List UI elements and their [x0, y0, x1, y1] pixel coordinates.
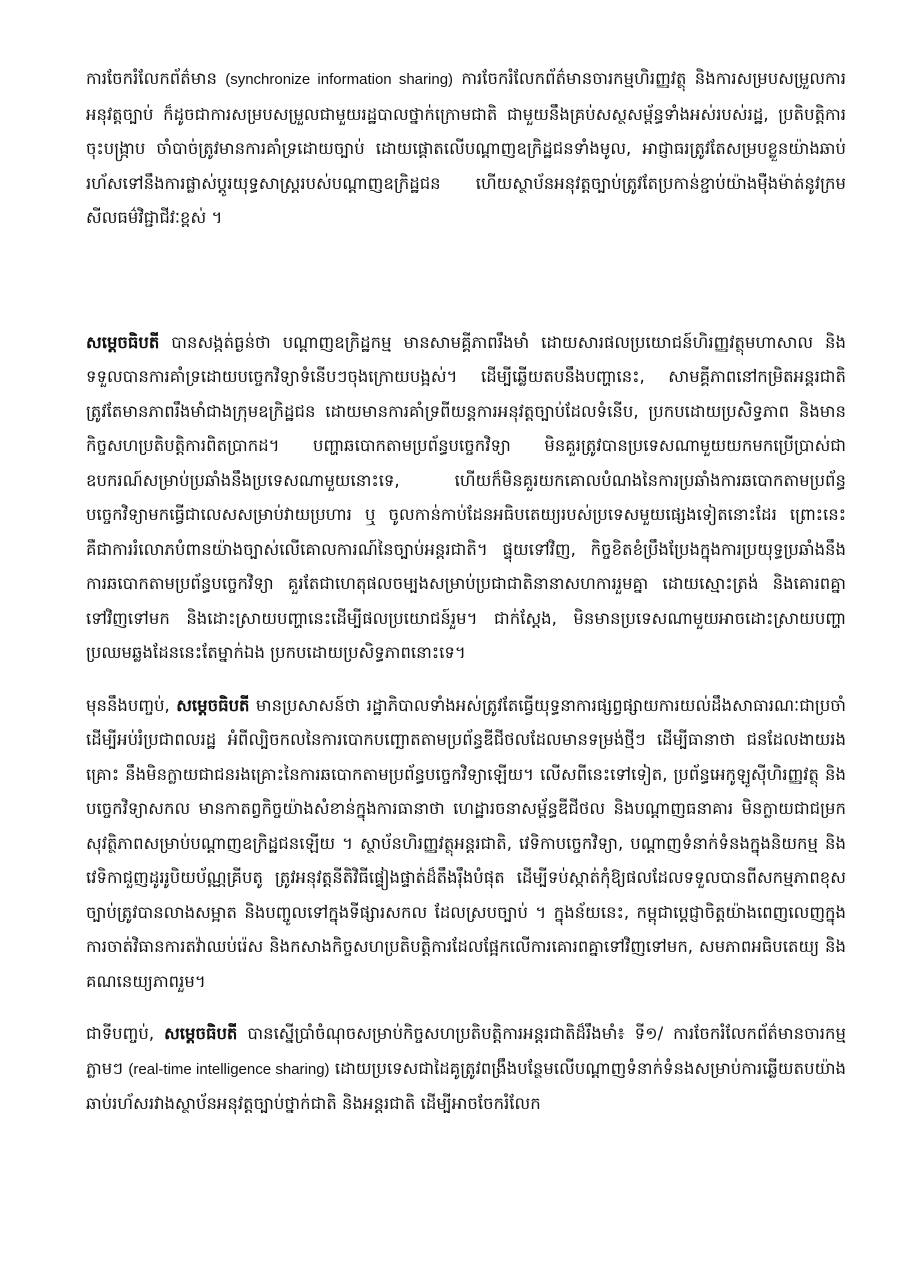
paragraph-3-text-a: មុននឹងបញ្ចប់,: [86, 695, 177, 715]
paragraph-3-lead: សម្ដេចធិបតី: [176, 695, 250, 715]
paragraph-4-lead: សម្ដេចធិបតី: [164, 1024, 238, 1043]
paragraph-4-text-b: បានស្នើប្រាំចំណុចសម្រាប់កិច្ចសហប្រតិបត្តិការអន្តរជាតិដ៏រឹងមាំ៖ ទី១/ ការចែករំលែកព័ត៌មានចារកម្មភ្លាមៗ: [86, 1024, 846, 1078]
paragraph-4-text-c: ដោយប្រទេសជាដៃគូត្រូវពង្រឹងបន្ថែមលើបណ្ដាញទំនាក់ទំនងសម្រាប់ការឆ្លើយតបយ៉ាងឆាប់រហ័សរវាងស្ថាប័នអនុវត្តច្បាប់ថ្នាក់ជាតិ និងអន្តរជាតិ ដើម្បីអាចចែករំលែក: [86, 1058, 847, 1113]
paragraph-2-text: បានសង្កត់ធ្ងន់ថា បណ្ដាញឧក្រិដ្ឋកម្ម មានសាមគ្គីភាពរឹងមាំ ដោយសារផលប្រយោជន៍ហិរញ្ញវត្ថុមហាសាល និងទទួលបានការគាំទ្រដោយបច្ចេកវិទ្យាទំនើបៗចុងក្រោយបង្អស់។ ដើម្បីឆ្លើយតបនឹងបញ្ហានេះ, សាមគ្គីភាពនៅកម្រិតអន្តរជាតិ ត្រូវតែមានភាពរឹងមាំជាងក្រុមឧក្រិដ្ឋជន ដោយមានការគាំទ្រពីយន្តការអនុវត្តច្បាប់ដែលទំនើប, ប្រកបដោយប្រសិទ្ធភាព និងមានកិច្ចសហប្រតិបត្តិការពិតប្រាកដ។ បញ្ហាឆបោកតាមប្រព័ន្ធបច្ចេកវិទ្យា មិនគួរត្រូវបានប្រទេសណាមួយយកមកប្រើប្រាស់ជាឧបករណ៍សម្រាប់ប្រឆាំងនឹងប្រទេសណាមួយនោះទេ, ហើយក៏មិនគួរយកគោលបំណងនៃការប្រឆាំងការឆបោកតាមប្រព័ន្ធបច្ចេកវិទ្យាមកធ្វើជាលេសសម្រាប់វាយប្រហារ ឬ ចូលកាន់កាប់ដែនអធិបតេយ្យរបស់ប្រទេសមួយផ្សេងទៀតនោះដែរ ព្រោះនេះគឺជាការរំលោភបំពានយ៉ាងច្បាស់លើគោលការណ៍នៃច្បាប់អន្តរជាតិ។ ផ្ទុយទៅវិញ, កិច្ចខិតខំប្រឹងប្រែងក្នុងការប្រយុទ្ធប្រឆាំងនឹងការឆបោកតាមប្រព័ន្ធបច្ចេកវិទ្យា គួរតែជាហេតុផលចម្បងសម្រាប់ប្រជាជាតិនានាសហការរួមគ្នា ដោយស្មោះត្រង់ និងគោរពគ្នាទៅវិញទៅមក និងដោះស្រាយបញ្ហានេះដើម្បីផលប្រយោជន៍រួម។ ជាក់ស្ដែង, មិនមានប្រទេសណាមួយអាចដោះស្រាយបញ្ហាប្រឈមឆ្លងដែននេះតែម្នាក់ឯង ប្រកបដោយប្រសិទ្ធភាពនោះទេ។: [86, 332, 846, 662]
paragraph-3: [86, 689, 846, 1000]
paragraph-4: [86, 1017, 846, 1122]
paragraph-1: [86, 62, 846, 236]
paragraph-2: [86, 326, 846, 671]
paragraph-3-text-b: មានប្រសាសន៍ថា រដ្ឋាភិបាលទាំងអស់ត្រូវតែធ្វើយុទ្ធនាការផ្សព្វផ្សាយការយល់ដឹងសាធារណៈជាប្រចាំ ដើម្បីអប់រំប្រជាពលរដ្ឋ អំពីល្បិចកលនៃការបោកបញ្ឆោតតាមប្រព័ន្ធឌីជីថលដែលមានទម្រង់ថ្មីៗ ដើម្បីធានាថា ជនដែលងាយរងគ្រោះ នឹងមិនក្លាយជាជនរងគ្រោះនៃការឆបោកតាមប្រព័ន្ធបច្ចេកវិទ្យាឡើយ។ លើសពីនេះទៅទៀត, ប្រព័ន្ធអេកូឡូស៊ីហិរញ្ញវត្ថុ និងបច្ចេកវិទ្យាសកល មានកាតព្វកិច្ចយ៉ាងសំខាន់ក្នុងការធានាថា ហេដ្ឋារចនាសម្ព័ន្ធឌីជីថល និងបណ្ដាញធនាគារ មិនក្លាយជាជម្រកសុវត្ថិភាពសម្រាប់បណ្ដាញឧក្រិដ្ឋជនឡើយ ។ ស្ថាប័នហិរញ្ញវត្ថុអន្តរជាតិ, វេទិកាបច្ចេកវិទ្យា, បណ្ដាញទំនាក់ទំនងក្នុងនិយកម្ម និងវេទិកាជួញដូររូបិយប័ណ្ណគ្រីបតូ ត្រូវអនុវត្តនីតិវិធីផ្ទៀងផ្ទាត់ដ៏តឹងរ៉ឹងបំផុត ដើម្បីទប់ស្កាត់កុំឱ្យផលដែលទទួលបានពីសកម្មភាពខុសច្បាប់ត្រូវបានលាងសម្អាត និងបញ្ចូលទៅក្នុងទីផ្សារសកល ដែលស្របច្បាប់ ។ ក្នុងន័យនេះ, កម្ពុជាប្ដេជ្ញាចិត្តយ៉ាងពេញលេញក្នុងការចាត់វិធានការតវ៉ាឈប់រ៉េស និងកសាងកិច្ចសហប្រតិបត្តិការដែលផ្អែកលើការគោរពគ្នាទៅវិញទៅមក, សមភាពអធិបតេយ្យ និងគណនេយ្យភាពរួម។: [86, 695, 846, 991]
paragraph-1-text-a: ការចែករំលែកព័ត៌មាន: [86, 69, 217, 88]
document-page: [86, 62, 846, 1122]
paragraph-1-latin-term: (synchronize information sharing): [225, 71, 454, 88]
paragraph-2-lead: សម្ដេចធិបតី: [86, 332, 160, 352]
paragraph-4-text-a: ជាទីបញ្ចប់,: [86, 1024, 165, 1043]
paragraph-4-latin-term: (real-time intelligence sharing): [128, 1060, 330, 1078]
paragraph-1-text-b: ការចែករំលែកព័ត៌មានចារកម្មហិរញ្ញវត្ថុ និងការសម្របសម្រួលការអនុវត្តច្បាប់ ក៏ដូចជាការសម្របសម្រួលជាមួយរដ្ឋបាលថ្នាក់ក្រោមជាតិ ជាមួយនឹងគ្រប់សស្ថសម្ព័ន្ធទាំងអស់របស់រដ្ឋ, ប្រតិបត្តិការចុះបង្ក្រាប ចាំបាច់ត្រូវមានការគាំទ្រដោយច្បាប់ ដោយផ្ដោតលើបណ្ដាញឧក្រិដ្ឋជនទាំងមូល, អាជ្ញាធរត្រូវតែសម្របខ្លួនយ៉ាងឆាប់រហ័សទៅនឹងការផ្លាស់ប្ដូរយុទ្ធសាស្ត្ររបស់បណ្ដាញឧក្រិដ្ឋជន ហើយស្ថាប័នអនុវត្តច្បាប់ត្រូវតែប្រកាន់ខ្ជាប់យ៉ាងម៉ឺងម៉ាត់នូវក្រមសីលធម៌វិជ្ជាជីវៈខ្ពស់ ។: [86, 69, 846, 227]
